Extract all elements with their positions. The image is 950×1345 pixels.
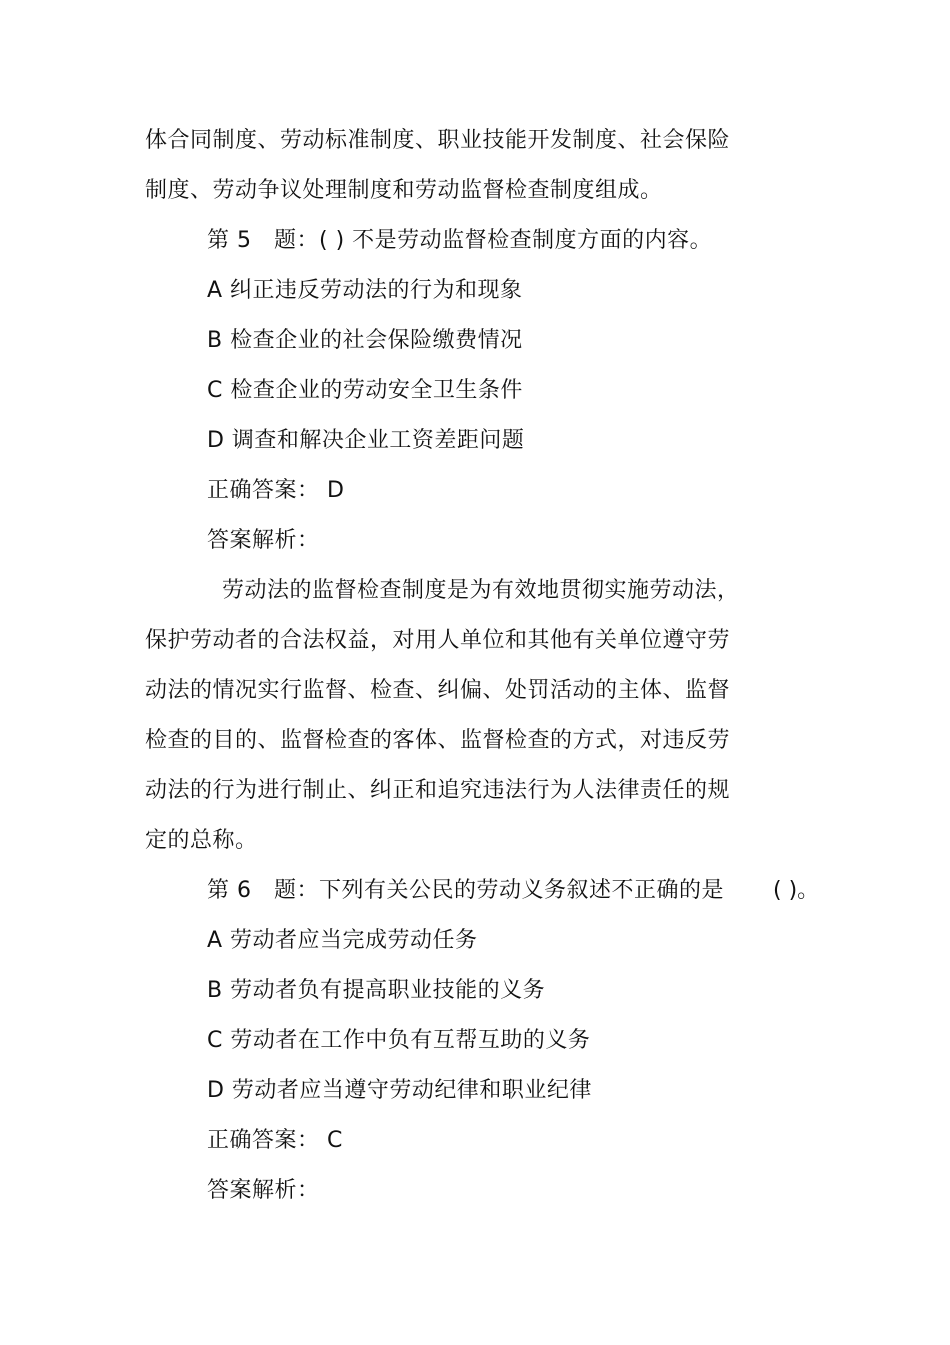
question-5-option-a: A 纠正违反劳动法的行为和现象 <box>207 278 523 303</box>
question-5-option-d: D 调查和解决企业工资差距问题 <box>207 428 525 453</box>
question-6-option-a: A 劳动者应当完成劳动任务 <box>207 928 478 953</box>
question-6-analysis-label: 答案解析： <box>207 1178 320 1203</box>
question-6-answer: 正确答案： C <box>207 1128 343 1153</box>
question-5-answer: 正确答案： D <box>207 478 345 503</box>
question-6-stem: 第 6 题：下列有关公民的劳动义务叙述不正确的是 <box>207 878 724 903</box>
question-6-option-b: B 劳动者负有提高职业技能的义务 <box>207 978 546 1003</box>
question-5-analysis-line-5: 动法的行为进行制止、纠正和追究违法行为人法律责任的规 <box>145 778 731 803</box>
question-5-analysis-line-2: 保护劳动者的合法权益，对用人单位和其他有关单位遵守劳 <box>145 628 731 653</box>
question-5-analysis-line-1: 劳动法的监督检查制度是为有效地贯彻实施劳动法， <box>222 578 740 603</box>
question-5-option-b: B 检查企业的社会保险缴费情况 <box>207 328 523 353</box>
question-5-analysis-line-6: 定的总称。 <box>145 828 258 853</box>
question-5-option-c: C 检查企业的劳动安全卫生条件 <box>207 378 523 403</box>
question-5-analysis-label: 答案解析： <box>207 528 320 553</box>
intro-line-1: 体合同制度、劳动标准制度、职业技能开发制度、社会保险 <box>145 128 731 153</box>
intro-line-2: 制度、劳动争议处理制度和劳动监督检查制度组成。 <box>145 178 663 203</box>
question-5-analysis-line-3: 动法的情况实行监督、检查、纠偏、处罚活动的主体、监督 <box>145 678 731 703</box>
question-6-option-c: C 劳动者在工作中负有互帮互助的义务 <box>207 1028 591 1053</box>
question-5-stem: 第 5 题：( ) 不是劳动监督检查制度方面的内容。 <box>207 228 713 253</box>
question-6-blank: ( )。 <box>773 878 820 903</box>
question-5-analysis-line-4: 检查的目的、监督检查的客体、监督检查的方式，对违反劳 <box>145 728 731 753</box>
question-6-option-d: D 劳动者应当遵守劳动纪律和职业纪律 <box>207 1078 592 1103</box>
